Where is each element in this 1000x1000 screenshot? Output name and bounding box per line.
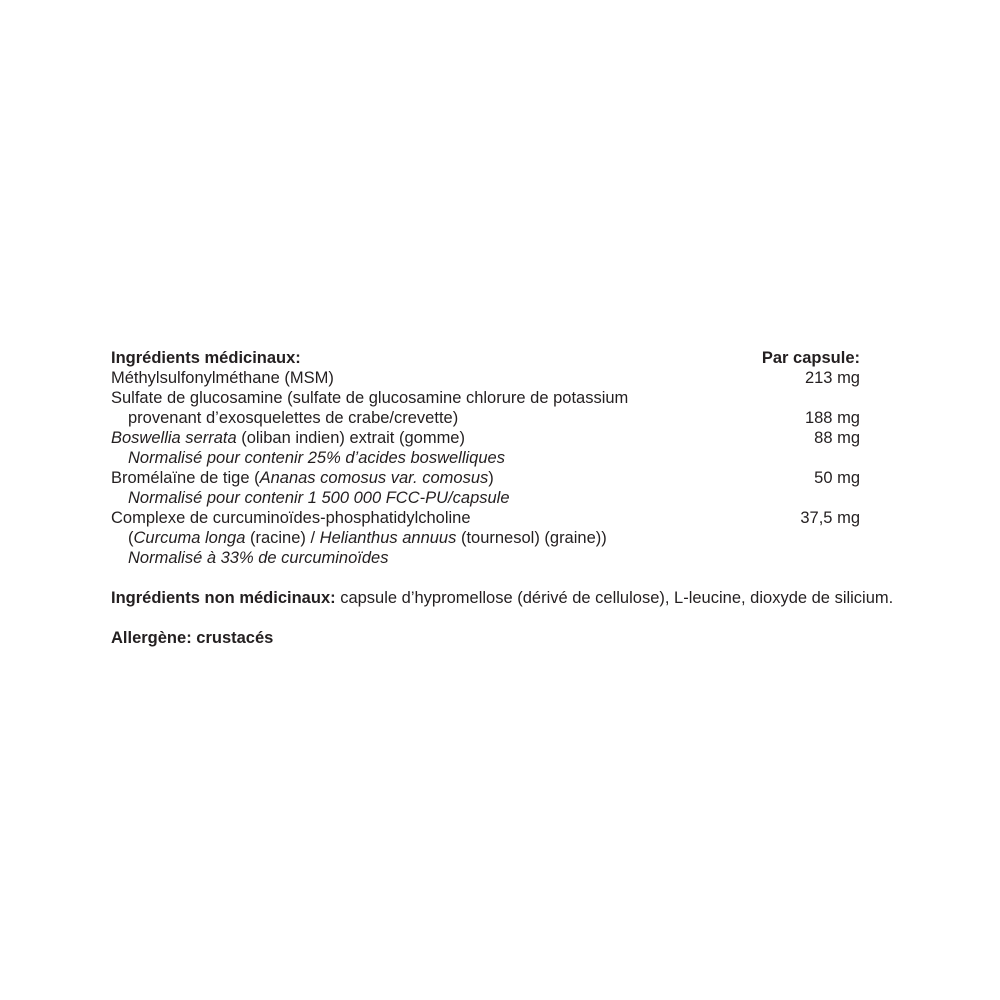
non-medicinal-text: capsule d’hypromellose (dérivé de cellulose), L-leucine, dioxyde de silicium. [335, 589, 894, 607]
non-medicinal-ingredients [111, 588, 901, 608]
ingredient-source-curcumin [111, 528, 901, 548]
ingredient-name [111, 468, 494, 488]
ingredient-row-glucosamine-line1 [111, 388, 901, 408]
ingredient-name: Méthylsulfonylméthane (MSM) [111, 369, 334, 387]
source-open: ( [128, 529, 134, 547]
medicinal-heading: Ingrédients médicinaux: [111, 349, 301, 367]
ingredient-name-continued: provenant d’exosquelettes de crabe/crevette) [128, 409, 459, 427]
source-middle: (racine) / [245, 529, 320, 547]
ingredient-amount: 213 mg [804, 369, 860, 387]
standardization-note: Normalisé pour contenir 25% d’acides boswelliques [128, 449, 505, 467]
standardization-note: Normalisé à 33% de curcuminoïdes [128, 549, 389, 567]
ingredient-row-curcumin [111, 508, 901, 528]
ingredient-amount: 188 mg [804, 409, 860, 427]
latin-name: Curcuma longa [133, 529, 246, 547]
standardization-note: Normalisé pour contenir 1 500 000 FCC-PU/capsule [128, 489, 510, 507]
ingredient-prefix: Bromélaïne de tige ( [111, 469, 260, 487]
non-medicinal-label: Ingrédients non médicinaux: [111, 589, 336, 607]
ingredient-note-bromelain [111, 488, 901, 508]
source-close: (tournesol) (graine)) [456, 529, 607, 547]
medicinal-header-row [111, 348, 901, 368]
ingredient-row-msm [111, 368, 901, 388]
ingredient-amount: 88 mg [814, 429, 860, 447]
ingredient-name: Complexe de curcuminoïdes-phosphatidylcholine [111, 509, 471, 527]
ingredients-panel [111, 348, 901, 648]
ingredient-name [111, 428, 465, 448]
ingredient-source [128, 528, 607, 548]
ingredient-note-curcumin [111, 548, 901, 568]
ingredient-row-boswellia [111, 428, 901, 448]
allergen-statement [111, 628, 901, 648]
ingredient-note-boswellia [111, 448, 901, 468]
allergen-text: Allergène: crustacés [111, 629, 274, 647]
ingredient-suffix: ) [488, 469, 494, 487]
latin-name: Ananas comosus var. comosus [259, 469, 489, 487]
ingredient-row-glucosamine-line2 [111, 408, 901, 428]
ingredient-row-bromelain [111, 468, 901, 488]
ingredient-amount: 50 mg [814, 469, 860, 487]
ingredient-amount: 37,5 mg [800, 509, 860, 527]
latin-name: Helianthus annuus [319, 529, 457, 547]
ingredient-name: Sulfate de glucosamine (sulfate de glucosamine chlorure de potassium [111, 389, 629, 407]
per-capsule-heading: Par capsule: [761, 349, 860, 367]
latin-name: Boswellia serrata [111, 429, 237, 447]
ingredient-description: (oliban indien) extrait (gomme) [236, 429, 465, 447]
